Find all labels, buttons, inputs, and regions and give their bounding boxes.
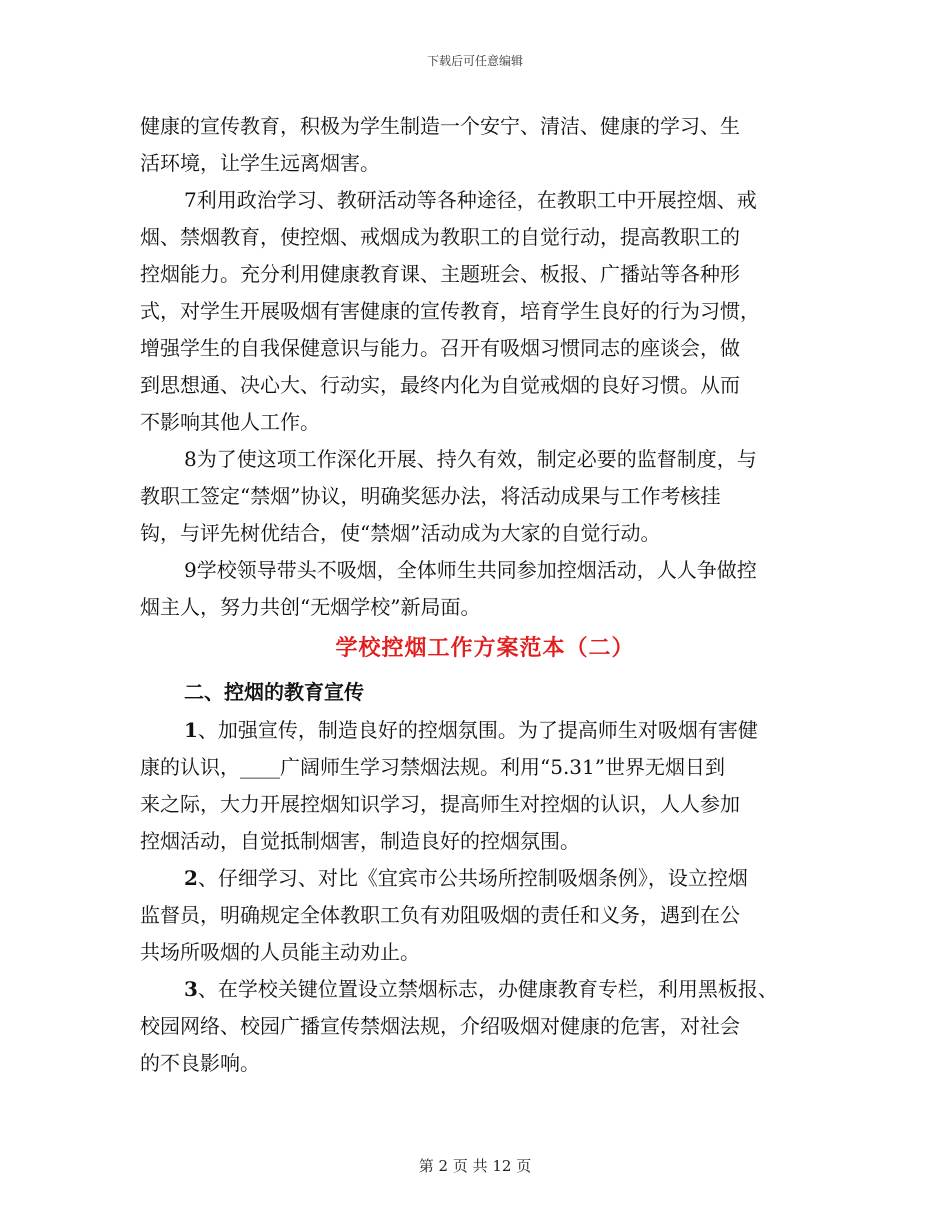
paragraph-point-3 <box>140 971 830 1082</box>
text-line <box>140 712 830 749</box>
text-line: 式，对学生开展吸烟有害健康的宣传教育，培育学生良好的行为习惯， <box>140 299 760 323</box>
text-line: 钩，与评先树优结合，使“禁烟”活动成为大家的自觉行动。 <box>140 521 661 545</box>
point-number: 3 <box>184 977 198 1001</box>
text-line: 的不良影响。 <box>140 1051 260 1075</box>
section-heading: 二、控烟的教育宣传 <box>184 680 364 704</box>
page-footer: 第 2 页 共 12 页 <box>418 1157 532 1175</box>
text-line: 不影响其他人工作。 <box>140 410 320 434</box>
point-number: 2 <box>184 866 198 890</box>
paragraph-item-9 <box>140 552 830 626</box>
paragraph-item-8 <box>140 441 830 552</box>
paragraph-item-7 <box>140 182 830 441</box>
text-line: 烟、禁烟教育，使控烟、戒烟成为教职工的自觉行动，提高教职工的 <box>140 225 740 249</box>
point-number: 1 <box>184 718 198 742</box>
text-line: 活环境，让学生远离烟害。 <box>140 151 380 175</box>
point-text: 、仔细学习、对比《宜宾市公共场所控制吸烟条例》，设立控烟 <box>197 866 748 890</box>
paragraph-point-1 <box>140 712 830 860</box>
text-line: 到思想通、决心大、行动实，最终内化为自觉戒烟的良好习惯。从而 <box>140 373 740 397</box>
paragraph-point-2 <box>140 860 830 971</box>
text-line: 校园网络、校园广播宣传禁烟法规，介绍吸烟对健康的危害，对社会 <box>140 1014 740 1038</box>
point-text: 、在学校关键位置设立禁烟标志，办健康教育专栏，利用黑板报、 <box>197 977 778 1001</box>
section-title: 学校控烟工作方案范本（二） <box>335 635 635 661</box>
text-line: 教职工签定“禁烟”协议，明确奖惩办法，将活动成果与工作考核挂 <box>140 484 721 508</box>
text-line: 8为了使这项工作深化开展、持久有效，制定必要的监督制度，与 <box>184 447 757 471</box>
text-line: 控烟能力。充分利用健康教育课、主题班会、板报、广播站等各种形 <box>140 262 740 286</box>
text-line: 监督员，明确规定全体教职工负有劝阻吸烟的责任和义务，遇到在公 <box>140 903 740 927</box>
text-line: 7利用政治学习、教研活动等各种途径，在教职工中开展控烟、戒 <box>184 188 757 212</box>
text-line <box>140 971 830 1008</box>
document-body <box>140 108 830 1082</box>
page-header: 下载后可任意编辑 <box>426 54 523 68</box>
text-line: 来之际，大力开展控烟知识学习，提高师生对控烟的认识，人人参加 <box>140 792 740 816</box>
text-line: 健康的宣传教育，积极为学生制造一个安宁、清洁、健康的学习、生 <box>140 114 740 138</box>
text-line: 烟主人，努力共创“无烟学校”新局面。 <box>140 595 481 619</box>
text-line <box>140 860 830 897</box>
point-text: 、加强宣传，制造良好的控烟氛围。为了提高师生对吸烟有害健 <box>197 718 758 742</box>
paragraph-continued <box>140 108 830 182</box>
text-line: 增强学生的自我保健意识与能力。召开有吸烟习惯同志的座谈会，做 <box>140 336 740 360</box>
text-line: 9学校领导带头不吸烟，全体师生共同参加控烟活动，人人争做控 <box>184 558 757 582</box>
text-line: 控烟活动，自觉抵制烟害，制造良好的控烟氛围。 <box>140 829 580 853</box>
text-line: 共场所吸烟的人员能主动劝止。 <box>140 940 420 964</box>
text-line: 康的认识，____广阔师生学习禁烟法规。利用“5.31”世界无烟日到 <box>140 755 725 779</box>
